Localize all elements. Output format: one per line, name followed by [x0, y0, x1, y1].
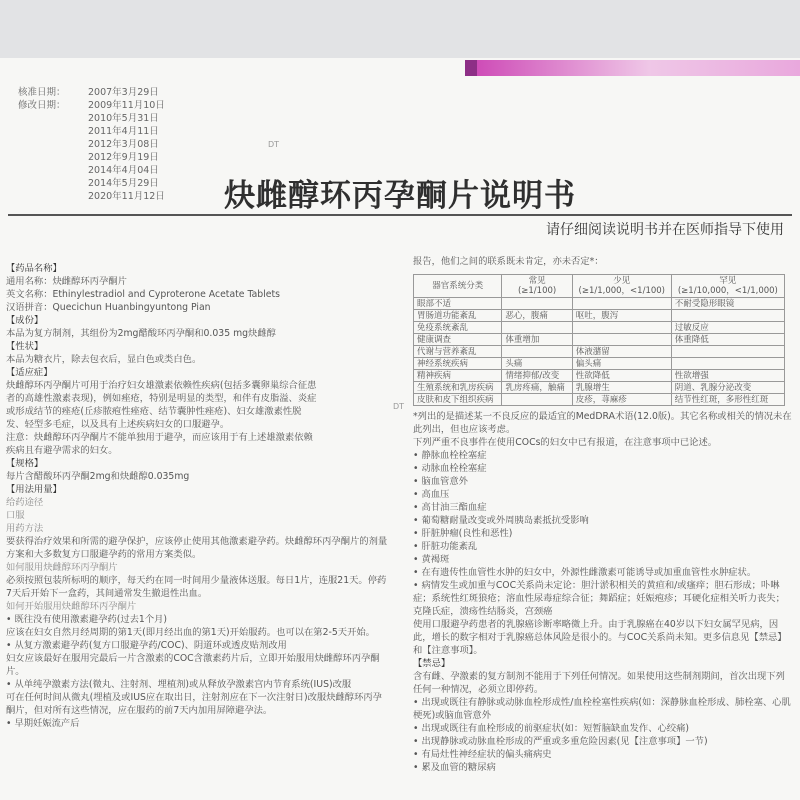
text-line: 疾病且有避孕需求的妇女。	[6, 445, 118, 456]
table-cell: 乳腺增生	[572, 382, 671, 394]
brand-stripe	[465, 60, 800, 76]
revision-date: 2011年4月11日	[88, 126, 159, 137]
text-line: 应该在妇女自然月经周期的第1天(即月经出血的第1天)开始服药。也可以在第2-5天开始。	[6, 627, 375, 638]
table-cell: 免疫系统紊乱	[414, 322, 502, 334]
table-cell: 代谢与营养紊乱	[414, 346, 502, 358]
revision-row	[18, 99, 165, 112]
table-cell: 胃肠道功能紊乱	[414, 310, 502, 322]
table-row	[414, 358, 785, 370]
text-line: • 脑血管意外	[413, 476, 468, 487]
revision-date: 2009年11月10日	[88, 100, 165, 111]
revision-row	[18, 112, 165, 125]
table-cell: 生殖系统和乳房疾病	[414, 382, 502, 394]
text-line: 注意：炔雌醇环丙孕酮片不能单独用于避孕，而应该用于有上述雄激素依赖	[6, 432, 313, 443]
table-row	[414, 334, 785, 346]
table-cell	[572, 322, 671, 334]
text-line: 如何服用炔雌醇环丙孕酮片	[6, 562, 118, 573]
revision-row	[18, 86, 165, 99]
adverse-reactions-table	[413, 274, 785, 406]
table-row	[414, 310, 785, 322]
text-line: *列出的是描述某一不良反应的最适宜的MedDRA术语(12.0版)。其它名称或相关的情况未在此列出，但也应该考虑。	[413, 411, 792, 435]
text-line: • 从复方激素避孕药(复方口服避孕药/COC)、阴道环或透皮贴剂改用	[6, 640, 287, 651]
text-line: 或形成结节的痤疮(丘疹脓疱性痤疮、结节囊肿性痤疮)、妇女雄激素性脱	[6, 406, 302, 417]
table-cell: 神经系统疾病	[414, 358, 502, 370]
table-cell	[671, 358, 784, 370]
section-heading: 【规格】	[6, 458, 44, 469]
table-cell	[671, 346, 784, 358]
table-header: 罕见 (≥1/10,000，<1/1,000)	[671, 275, 784, 298]
text-line: • 黄褐斑	[413, 554, 450, 565]
revision-date: 2010年5月31日	[88, 113, 159, 124]
text-line: 者的高雄性激素表现)，例如痤疮，特别是明显的类型，和伴有皮脂溢、炎症	[6, 393, 317, 404]
table-row	[414, 394, 785, 406]
table-cell: 乳房疼痛，触痛	[502, 382, 572, 394]
text-line: • 动脉血栓栓塞症	[413, 463, 487, 474]
table-cell: 体重降低	[671, 334, 784, 346]
text-line: 通用名称：炔雌醇环丙孕酮片	[6, 276, 127, 287]
table-cell: 皮疹，荨麻疹	[572, 394, 671, 406]
table-cell: 健康调查	[414, 334, 502, 346]
revision-label: 核准日期：	[18, 87, 66, 98]
table-cell: 恶心，腹痛	[502, 310, 572, 322]
text-line: 使用口服避孕药患者的乳腺癌诊断率略微上升。由于乳腺癌在40岁以下妇女属罕见病，因此，增长的数字相对于乳腺癌总体风险是很小的。与COC关系尚未知。更多信息见【禁忌】和【注意事项】。	[413, 619, 787, 656]
right-column	[413, 255, 793, 774]
section-heading: 【用法用量】	[6, 484, 62, 495]
text-line: 必须按照包装所标明的顺序，每天约在同一时间用少量液体送服。每日1片，连服21天。停药7天后开始下一盒药，其间通常发生撤退性出血。	[6, 575, 387, 599]
table-cell: 精神疾病	[414, 370, 502, 382]
text-line: 要获得治疗效果和所需的避孕保护，应该停止使用其他激素避孕药。炔雌醇环丙孕酮片的剂量方案和大多数复方口服避孕药的常用方案类似。	[6, 536, 388, 560]
revision-row	[18, 125, 165, 138]
table-header: 器官系统分类	[414, 275, 502, 298]
revision-row	[18, 138, 165, 151]
text-line: • 累及血管的糖尿病	[413, 762, 496, 773]
title-rule	[8, 214, 792, 216]
revision-date: 2014年4月04日	[88, 165, 159, 176]
table-cell: 体重增加	[502, 334, 572, 346]
watermark: DT	[393, 402, 405, 411]
text-line: • 早期妊娠流产后	[6, 718, 80, 729]
text-line: • 葡萄糖耐量改变或外周胰岛素抵抗受影响	[413, 515, 589, 526]
text-line: • 病情发生或加重与COC关系尚未定论：胆汁淤积相关的黄疸和/或瘙痒；胆石形成；卟啉症；系统性红斑狼疮；溶血性尿毒症综合征；舞蹈症；妊娠疱疹；耳硬化症相关听力丧失；克隆氏症，溃疡性结肠炎，宫颈癌	[413, 580, 785, 617]
text-line: 每片含醋酸环丙孕酮2mg和炔雌醇0.035mg	[6, 471, 190, 482]
text-line: • 肝脏功能紊乱	[413, 541, 478, 552]
text-line: 给药途径	[6, 497, 44, 508]
table-row	[414, 322, 785, 334]
table-cell	[502, 394, 572, 406]
section-heading: 【成份】	[6, 315, 44, 326]
revision-date: 2014年5月29日	[88, 178, 159, 189]
section-heading: 【适应症】	[6, 367, 53, 378]
text-line: 汉语拼音：Quecichun Huanbingyuntong Pian	[6, 302, 211, 313]
table-cell: 体液潴留	[572, 346, 671, 358]
text-line: 发、轻型多毛症，以及具有上述疾病妇女的口服避孕。	[6, 419, 230, 430]
table-cell	[572, 334, 671, 346]
table-cell	[502, 298, 572, 310]
table-row	[414, 382, 785, 394]
scan-top-margin	[0, 0, 800, 58]
table-row	[414, 370, 785, 382]
revision-row	[18, 151, 165, 164]
text-line: 如何开始服用炔雌醇环丙孕酮片	[6, 601, 137, 612]
table-cell: 性欲降低	[572, 370, 671, 382]
text-line: 本品为复方制剂，其组份为2mg醋酸环丙孕酮和0.035 mg炔雌醇	[6, 328, 276, 339]
text-line: • 高血压	[413, 489, 450, 500]
section-heading: 【禁忌】	[413, 658, 451, 669]
text-line: 可在任何时间从微丸(埋植及或IUS应在取出日，注射剂应在下一次注射日)改服炔雌醇环丙孕酮片，但对所有这些情况，应在服药的前7天内加用屏障避孕法。	[6, 692, 382, 716]
revision-date: 2012年3月08日	[88, 139, 159, 150]
revision-label	[18, 151, 88, 164]
revision-date: 2007年3月29日	[88, 87, 159, 98]
right-text	[413, 410, 793, 774]
table-cell	[671, 310, 784, 322]
text-line: 口服	[6, 510, 25, 521]
text-line: • 出现或既往有血栓形成的前驱症状(如：短暂脑缺血发作、心绞痛)	[413, 723, 690, 734]
table-cell: 阴道、乳腺分泌改变	[671, 382, 784, 394]
text-line: • 静脉血栓栓塞症	[413, 450, 487, 461]
text-line: 妇女应该最好在服用完最后一片含激素的COC含激素药片后，立即开始服用炔雌醇环丙孕酮片。	[6, 653, 380, 677]
revision-label	[18, 125, 88, 138]
revision-date: 2020年11月12日	[88, 191, 165, 202]
revision-date: 2012年9月19日	[88, 152, 159, 163]
text-line: 炔雌醇环丙孕酮片可用于治疗妇女雄激素依赖性疾病(包括多囊卵巢综合征患	[6, 380, 317, 391]
table-cell	[502, 322, 572, 334]
table-cell	[572, 298, 671, 310]
watermark: DT	[268, 140, 280, 149]
text-line: 本品为糖衣片，除去包衣后，显白色或类白色。	[6, 354, 202, 365]
text-line: • 既往没有使用激素避孕药(过去1个月)	[6, 614, 168, 625]
section-heading: 【药品名称】	[6, 263, 62, 274]
table-cell: 偏头痛	[572, 358, 671, 370]
table-intro: 报告，他们之间的联系既未肯定，亦未否定*：	[413, 256, 604, 267]
table-cell: 过敏反应	[671, 322, 784, 334]
table-cell: 结节性红斑，多形性红斑	[671, 394, 784, 406]
table-header: 常见 (≥1/100)	[502, 275, 572, 298]
table-cell: 性欲增强	[671, 370, 784, 382]
document-title: 炔雌醇环丙孕酮片说明书	[224, 178, 576, 214]
table-cell	[502, 346, 572, 358]
text-line: 用药方法	[6, 523, 44, 534]
brand-stripe-accent	[465, 60, 477, 76]
revision-label: 修改日期：	[18, 100, 66, 111]
text-line: 下列严重不良事件在使用COCs的妇女中已有报道，在注意事项中已论述。	[413, 437, 718, 448]
left-column	[6, 262, 391, 730]
text-line: 英文名称：Ethinylestradiol and Cyproterone Acetate Tablets	[6, 289, 280, 300]
text-line: • 高甘油三酯血症	[413, 502, 487, 513]
table-cell: 情绪抑郁/改变	[502, 370, 572, 382]
table-row	[414, 298, 785, 310]
table-cell: 不耐受隐形眼镜	[671, 298, 784, 310]
table-row	[414, 346, 785, 358]
text-line: • 在有遗传性血管性水肿的妇女中，外源性雌激素可能诱导或加重血管性水肿症状。	[413, 567, 757, 578]
table-cell: 呕吐，腹泻	[572, 310, 671, 322]
text-line: • 出现或既往有静脉或动脉血栓形成性/血栓栓塞性疾病(如：深静脉血栓形成、肺栓塞、心肌梗死)或脑血管意外	[413, 697, 791, 721]
text-line: • 从单纯孕激素方法(微丸、注射剂、埋植剂)或从释放孕激素宫内节育系统(IUS)改服	[6, 679, 352, 690]
revision-label	[18, 138, 88, 151]
revision-label	[18, 112, 88, 125]
text-line: • 出现静脉或动脉血栓形成的严重或多重危险因素(见【注意事项】一节)	[413, 736, 708, 747]
table-cell: 头痛	[502, 358, 572, 370]
table-cell: 眼部不适	[414, 298, 502, 310]
table-cell: 皮肤和皮下组织疾病	[414, 394, 502, 406]
text-line: 含有雌、孕激素的复方制剂不能用于下列任何情况。如果使用这些制剂期间，首次出现下列任何一种情况，必须立即停药。	[413, 671, 785, 695]
table-header: 少见 (≥1/1,000，<1/100)	[572, 275, 671, 298]
text-line: • 有局灶性神经症状的偏头痛病史	[413, 749, 552, 760]
document-subtitle: 请仔细阅读说明书并在医师指导下使用	[546, 222, 784, 238]
text-line: • 肝脏肿瘤(良性和恶性)	[413, 528, 513, 539]
section-heading: 【性状】	[6, 341, 44, 352]
